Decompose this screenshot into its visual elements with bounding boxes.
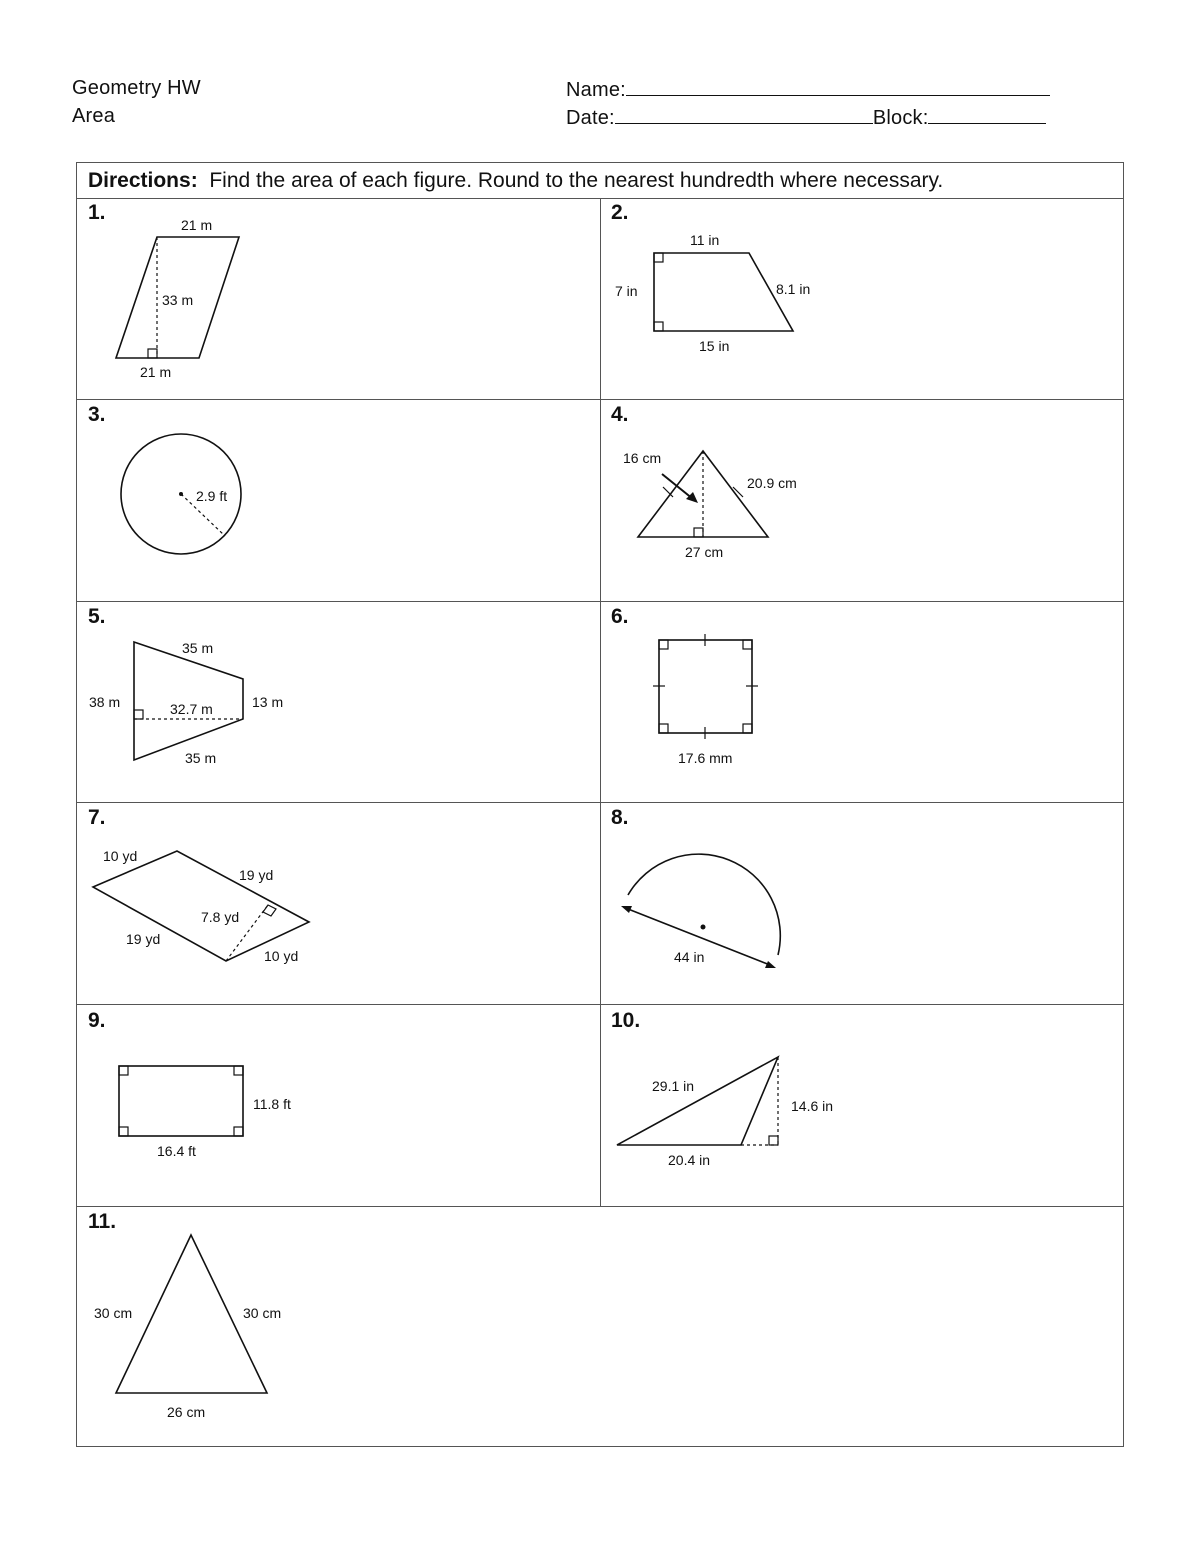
problem-number-7: 7. bbox=[88, 806, 106, 829]
problem-number-8: 8. bbox=[611, 806, 629, 829]
problem-number-11: 11. bbox=[88, 1210, 117, 1233]
course-title: Geometry HW bbox=[72, 77, 201, 99]
p7-top-left-label: 10 yd bbox=[103, 848, 138, 864]
p5-height-label: 32.7 m bbox=[170, 701, 213, 717]
problem-number-1: 1. bbox=[88, 201, 106, 224]
p9-height-label: 11.8 ft bbox=[253, 1096, 291, 1112]
block-label: Block: bbox=[872, 107, 929, 129]
p10-base-label: 20.4 in bbox=[668, 1152, 711, 1168]
p5-left-label: 38 m bbox=[89, 694, 121, 710]
p11-left-label: 30 cm bbox=[94, 1305, 133, 1321]
problem-number-4: 4. bbox=[611, 403, 629, 426]
p5-bottom-label: 35 m bbox=[185, 750, 217, 766]
p4-base-label: 27 cm bbox=[685, 544, 724, 560]
p2-bottom-label: 15 in bbox=[699, 338, 730, 354]
p9-width-label: 16.4 ft bbox=[157, 1143, 196, 1159]
p1-top-label: 21 m bbox=[181, 217, 213, 233]
problem-number-9: 9. bbox=[88, 1009, 106, 1032]
problem-number-3: 3. bbox=[88, 403, 106, 426]
p6-side-label: 17.6 mm bbox=[678, 750, 733, 766]
topic-title: Area bbox=[72, 105, 116, 127]
p10-slant-label: 29.1 in bbox=[652, 1078, 695, 1094]
figure-10-triangle bbox=[617, 1057, 778, 1145]
p10-height-label: 14.6 in bbox=[791, 1098, 834, 1114]
name-label: Name: bbox=[566, 79, 626, 101]
p2-top-label: 11 in bbox=[690, 232, 720, 248]
p11-base-label: 26 cm bbox=[167, 1404, 206, 1420]
p7-height-label: 7.8 yd bbox=[201, 909, 240, 925]
p2-slant-label: 8.1 in bbox=[776, 281, 811, 297]
problem-number-2: 2. bbox=[611, 201, 629, 224]
figure-2-trapezoid bbox=[654, 253, 793, 331]
problem-number-6: 6. bbox=[611, 605, 629, 628]
p1-height-label: 33 m bbox=[162, 292, 194, 308]
p4-height-label: 16 cm bbox=[623, 450, 662, 466]
problem-number-5: 5. bbox=[88, 605, 106, 628]
p1-bottom-label: 21 m bbox=[140, 364, 172, 380]
figure-labels bbox=[89, 217, 833, 1420]
figure-9-rectangle bbox=[119, 1066, 243, 1136]
p7-bottom-left-label: 19 yd bbox=[126, 931, 161, 947]
p8-diameter-label: 44 in bbox=[674, 949, 705, 965]
p3-radius-label: 2.9 ft bbox=[196, 488, 228, 504]
p7-bottom-right-label: 10 yd bbox=[264, 948, 299, 964]
directions-text: Find the area of each figure. Round to the nearest hundredth where necessary. bbox=[209, 169, 944, 192]
p5-top-label: 35 m bbox=[182, 640, 214, 656]
p7-top-right-label: 19 yd bbox=[239, 867, 274, 883]
p4-side-label: 20.9 cm bbox=[747, 475, 797, 491]
p2-left-label: 7 in bbox=[615, 283, 638, 299]
figure-6-square bbox=[653, 634, 758, 739]
problem-number-10: 10. bbox=[611, 1009, 641, 1032]
directions-label: Directions: bbox=[88, 169, 198, 192]
p5-right-label: 13 m bbox=[252, 694, 284, 710]
p11-right-label: 30 cm bbox=[243, 1305, 282, 1321]
date-label: Date: bbox=[566, 107, 615, 129]
